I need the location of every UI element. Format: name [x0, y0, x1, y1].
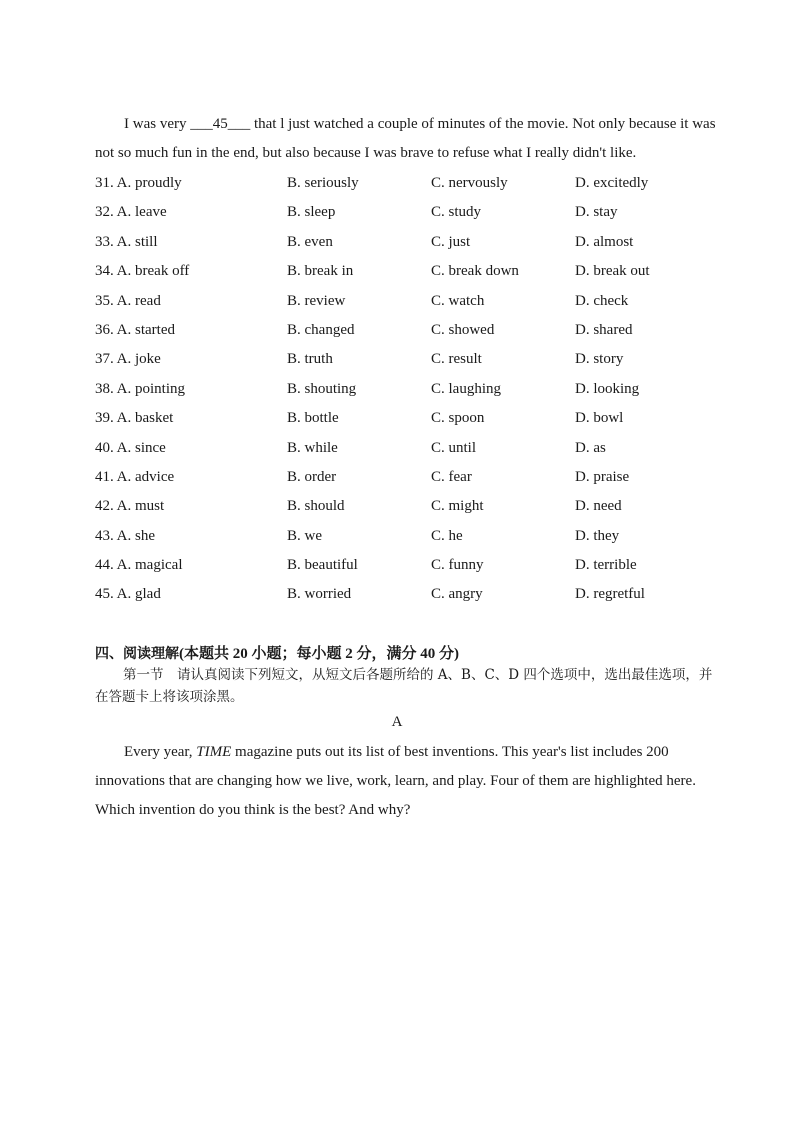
question-row — [95, 581, 735, 610]
option-c: C. angry — [431, 586, 483, 603]
option-b: B. changed — [287, 321, 355, 338]
passage-text-after-blank: that l just watched a couple of minutes of the movie. Not only because it was not so much fun in the end, but also because I was brave to refuse what I really didn't like. — [95, 116, 716, 161]
passage-text-before-blank: I was very — [124, 116, 191, 132]
option-b: B. we — [287, 527, 322, 544]
option-a: 35. A. read — [95, 292, 161, 309]
option-d: D. stay — [575, 204, 618, 221]
option-d: D. almost — [575, 233, 634, 250]
option-b: B. review — [287, 292, 346, 309]
option-a: 31. A. proudly — [95, 175, 182, 191]
option-c: C. funny — [431, 557, 484, 574]
option-d: D. need — [575, 498, 622, 515]
option-d: D. excitedly — [575, 175, 649, 191]
option-d: D. regretful — [575, 586, 645, 603]
option-b: B. should — [287, 498, 345, 515]
option-d: D. as — [575, 439, 606, 456]
option-b: B. even — [287, 233, 333, 250]
option-a: 33. A. still — [95, 233, 158, 250]
option-b: B. sleep — [287, 204, 336, 221]
option-a: 42. A. must — [95, 498, 165, 515]
question-row — [95, 464, 735, 493]
option-a: 32. A. leave — [95, 204, 167, 221]
option-a: 43. A. she — [95, 527, 155, 544]
option-d: D. check — [575, 292, 629, 309]
question-row — [95, 376, 735, 405]
option-b: B. break in — [287, 263, 354, 280]
option-c: C. might — [431, 498, 484, 515]
option-a: 38. A. pointing — [95, 380, 186, 397]
option-a: 40. A. since — [95, 439, 166, 456]
option-b: B. bottle — [287, 410, 339, 427]
intro-text-2: magazine puts out its list of best inventions. This year's list includes 200 innovations that are changing how we live, work, learn, and play. Four of them are highlighted here. Which invention do you think is the best? And why? — [95, 744, 696, 818]
option-b: B. order — [287, 468, 337, 485]
section-instruction — [95, 664, 725, 708]
option-c: C. he — [431, 527, 463, 544]
question-row — [95, 435, 735, 464]
option-b: B. seriously — [287, 175, 359, 191]
option-c: C. until — [431, 439, 477, 456]
question-row — [95, 493, 735, 522]
option-d: D. bowl — [575, 410, 624, 427]
option-a: 41. A. advice — [95, 468, 175, 485]
question-row — [95, 229, 735, 258]
question-row — [95, 552, 735, 581]
passage-ending — [95, 110, 725, 168]
option-a: 34. A. break off — [95, 263, 190, 280]
option-a: 44. A. magical — [95, 557, 183, 574]
question-row — [95, 258, 735, 287]
option-a: 39. A. basket — [95, 410, 174, 427]
section-note: (本题共 20 小题；每小题 2 分，满分 40 分) — [179, 646, 459, 662]
option-a: 36. A. started — [95, 321, 175, 338]
option-c: C. break down — [431, 263, 519, 280]
option-c: C. just — [431, 233, 471, 250]
option-b: B. truth — [287, 351, 333, 368]
option-c: C. laughing — [431, 380, 501, 397]
passage-a-intro — [95, 738, 725, 825]
option-d: D. break out — [575, 263, 650, 280]
option-c: C. fear — [431, 468, 472, 485]
blank-45: ___45___ — [190, 116, 251, 132]
question-row — [95, 523, 735, 552]
options-list — [95, 170, 735, 611]
question-row — [95, 405, 735, 434]
option-d: D. shared — [575, 321, 633, 338]
intro-text-1: Every year, — [124, 744, 197, 760]
section-heading — [95, 644, 459, 664]
passage-letter: A — [391, 714, 403, 730]
section-title: 四、阅读理解 — [95, 646, 179, 662]
option-d: D. looking — [575, 380, 640, 397]
option-d: D. terrible — [575, 557, 637, 574]
option-d: D. praise — [575, 468, 630, 485]
option-c: C. nervously — [431, 175, 508, 191]
question-row — [95, 288, 735, 317]
option-c: C. spoon — [431, 410, 485, 427]
option-d: D. story — [575, 351, 624, 368]
option-c: C. watch — [431, 292, 485, 309]
option-b: B. beautiful — [287, 557, 358, 574]
option-b: B. worried — [287, 586, 352, 603]
option-a: 37. A. joke — [95, 351, 161, 368]
instruction-text: 第一节 请认真阅读下列短文，从短文后各题所给的 A、B、C、D 四个选项中，选出最佳选项，并在答题卡上将该项涂黑。 — [95, 667, 713, 705]
question-row — [95, 199, 735, 228]
option-b: B. while — [287, 439, 338, 456]
question-row — [95, 317, 735, 346]
option-a: 45. A. glad — [95, 586, 161, 603]
magazine-name: TIME — [196, 744, 232, 760]
question-row — [95, 170, 735, 199]
option-c: C. result — [431, 351, 482, 368]
option-d: D. they — [575, 527, 620, 544]
option-c: C. study — [431, 204, 482, 221]
option-c: C. showed — [431, 321, 495, 338]
question-row — [95, 346, 735, 375]
option-b: B. shouting — [287, 380, 357, 397]
